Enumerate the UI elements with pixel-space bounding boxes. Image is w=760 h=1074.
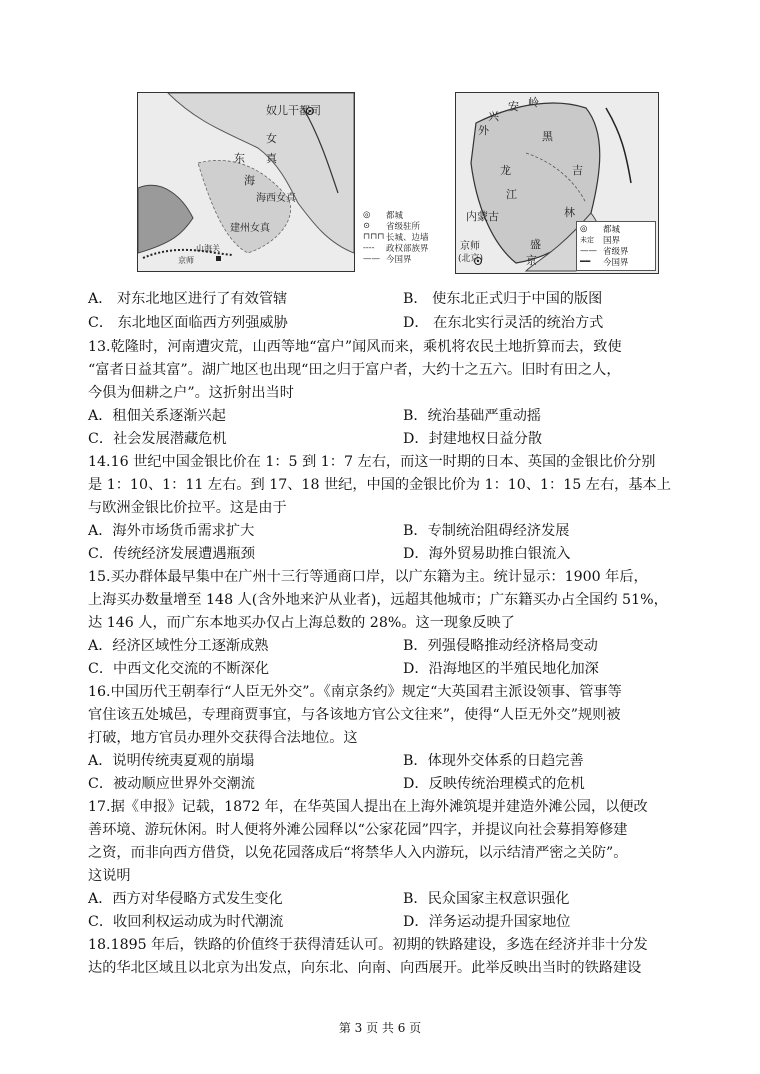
label-hei: 黑 — [542, 130, 553, 143]
label-ji: 吉 — [572, 164, 583, 177]
q14-line-2: 是 1：10、1：11 左右。到 17、18 世纪，中国的金银比价为 1：10、1：15 左右，基本上 — [88, 477, 671, 493]
q15-option-c[interactable]: C．中西文化交流的不断深化 — [88, 661, 270, 677]
label-nuergan: 奴儿干都司 — [266, 104, 321, 117]
ming-northeast-map — [137, 92, 355, 272]
label-zhen: 真 — [266, 152, 277, 165]
province-border-line-icon: —— — [580, 246, 597, 256]
q17-option-d[interactable]: D．洋务运动提升国家地位 — [403, 914, 571, 930]
q17-option-a[interactable]: A．西方对华侵略方式发生变化 — [88, 891, 283, 907]
qing-northeast-map — [455, 92, 659, 274]
q14-line-1: 14.16 世纪中国金银比价在 1：5 到 1：7 左右，而这一时期的日本、英国的金银比价分别 — [88, 454, 656, 470]
q16-line-3: 打破，地方官员办理外交获得合法地位。这 — [88, 730, 358, 746]
q12-option-a[interactable]: A． 对东北地区进行了有效管辖 — [88, 291, 288, 307]
q15-option-d[interactable]: D．沿海地区的半殖民地化加深 — [403, 661, 599, 677]
label-wai: 外 — [478, 124, 489, 137]
label-jianzhou: 建州女真 — [230, 223, 270, 234]
label-jingshi2: 京师 — [460, 241, 480, 252]
label-lin: 林 — [564, 206, 575, 219]
q13-line-3: 今俱为佃耕之户”。这折射出当时 — [88, 385, 294, 401]
label-neimenggu: 内蒙古 — [466, 210, 499, 223]
q14-option-c[interactable]: C．传统经济发展遭遇瓶颈 — [88, 546, 255, 562]
label-hai: 海 — [244, 174, 255, 187]
q15-option-a[interactable]: A．经济区域性分工逐渐成熟 — [88, 638, 269, 654]
q16-line-1: 16.中国历代王朝奉行“人臣无外交”。《南京条约》规定“大英国君主派设领事、管事等 — [88, 684, 622, 700]
q12-option-d[interactable]: D． 在东北实行灵活的统治方式 — [403, 315, 604, 331]
q13-option-d[interactable]: D．封建地权日益分散 — [403, 431, 543, 447]
label-shanhaiguan: 山海关 — [196, 244, 220, 253]
map1-legend: ◎ 都城 ⊙ 省级驻所 ⊓⊓⊓ 长城、边墙 ---- 政权部族界 —— 今国界 — [363, 210, 429, 265]
q15-line-3: 达 146 人，而广东本地买办仅占上海总数的 28%。这一现象反映了 — [88, 615, 515, 631]
boundary-dashed-icon: ---- — [363, 243, 375, 253]
q15-option-b[interactable]: B．列强侵略推动经济格局变动 — [403, 638, 598, 654]
undetermined-border-icon: 未定 — [580, 236, 594, 244]
label-nv: 女 — [266, 132, 277, 145]
q17-line-4: 这说明 — [88, 868, 131, 884]
q16-option-d[interactable]: D．反映传统治理模式的危机 — [403, 776, 585, 792]
modern-border-line-icon: ━━ — [580, 257, 591, 267]
q16-option-c[interactable]: C．被动顺应世界外交潮流 — [88, 776, 255, 792]
q17-option-b[interactable]: B．民众国家主权意识强化 — [403, 891, 570, 907]
q17-line-2: 善环境、游玩休闲。时人便将外滩公园释以“公家花园”四字，并提议向社会募捐筹修建 — [88, 822, 628, 838]
q12-option-b[interactable]: B． 使东北正式归于中国的版图 — [403, 291, 603, 307]
label-jingshi: 京师 — [178, 256, 194, 265]
label-dong: 东 — [234, 152, 245, 165]
q14-option-b[interactable]: B．专制统治阻碍经济发展 — [403, 523, 570, 539]
label-beijing: (北京) — [458, 254, 484, 264]
q14-option-d[interactable]: D．海外贸易助推白银流入 — [403, 546, 571, 562]
label-an: 安 — [508, 100, 519, 113]
q14-line-3: 与欧洲金银比价拉平。这是由于 — [88, 500, 287, 516]
label-sheng: 盛 — [530, 238, 541, 251]
q13-line-1: 13.乾隆时，河南遭灾荒，山西等地“富户”闻风而来，乘机将农民土地折算而去，致使 — [88, 339, 622, 355]
q18-line-2: 达的华北区域且以北京为出发点，向东北、向南、向西展开。此举反映出当时的铁路建设 — [88, 960, 642, 976]
label-xing: 兴 — [488, 110, 499, 123]
label-ling: 岭 — [528, 96, 539, 109]
q15-line-1: 15.买办群体最早集中在广州十三行等通商口岸，以广东籍为主。统计显示：1900 年后， — [88, 569, 648, 585]
label-jiang: 江 — [506, 188, 517, 201]
great-wall-symbol-icon: ⊓⊓⊓ — [363, 232, 385, 242]
q17-line-1: 17.据《申报》记载，1872 年，在华英国人提出在上海外滩筑堤并建造外滩公园，以便改 — [88, 799, 648, 815]
q13-option-a[interactable]: A．租佃关系逐渐兴起 — [88, 408, 226, 424]
q13-option-c[interactable]: C．社会发展潜藏危机 — [88, 431, 227, 447]
q13-line-2: “富者日益其富”。湖广地区也出现“田之归于富户者，大约十之五六。旧时有田之人， — [88, 362, 621, 378]
map2-legend: ◎ 都城 未定 国界 —— 省级界 ━━ 今国界 — [576, 221, 656, 271]
q16-line-2: 官住该五处城邑，专理商贾事宜，与各该地方官公文往来”，使得“人臣无外交”规则被 — [88, 707, 621, 723]
q15-line-2: 上海买办数量增至 148 人(含外地来沪从业者)，远超其他城市；广东籍买办占全国约 51%， — [88, 592, 668, 608]
label-jing: 京 — [526, 254, 537, 267]
label-haixi: 海西女真 — [256, 193, 296, 204]
label-long: 龙 — [500, 164, 511, 177]
q13-option-b[interactable]: B．统治基础严重动摇 — [403, 408, 542, 424]
q14-option-a[interactable]: A．海外市场货币需求扩大 — [88, 523, 255, 539]
capital-symbol-icon: ◎ — [580, 224, 588, 234]
national-border-line-icon: —— — [363, 254, 380, 264]
page-number-footer: 第 3 页 共 6 页 — [338, 1021, 422, 1035]
q16-option-b[interactable]: B．体现外交体系的日趋完善 — [403, 753, 584, 769]
q17-option-c[interactable]: C．收回利权运动成为时代潮流 — [88, 914, 284, 930]
q16-option-a[interactable]: A．说明传统夷夏观的崩塌 — [88, 753, 255, 769]
capital-symbol-icon: ◎ — [363, 210, 371, 220]
q17-line-3: 之资，而非向西方借贷，以免花园落成后“将禁华人入内游玩，以示结清严密之关防”。 — [88, 845, 628, 861]
province-seat-icon: ⊙ — [363, 221, 371, 231]
q12-option-c[interactable]: C． 东北地区面临西方列强威胁 — [88, 315, 288, 331]
q18-line-1: 18.1895 年后，铁路的价值终于获得清廷认可。初期的铁路建设，多选在经济并非十分发 — [88, 937, 648, 953]
